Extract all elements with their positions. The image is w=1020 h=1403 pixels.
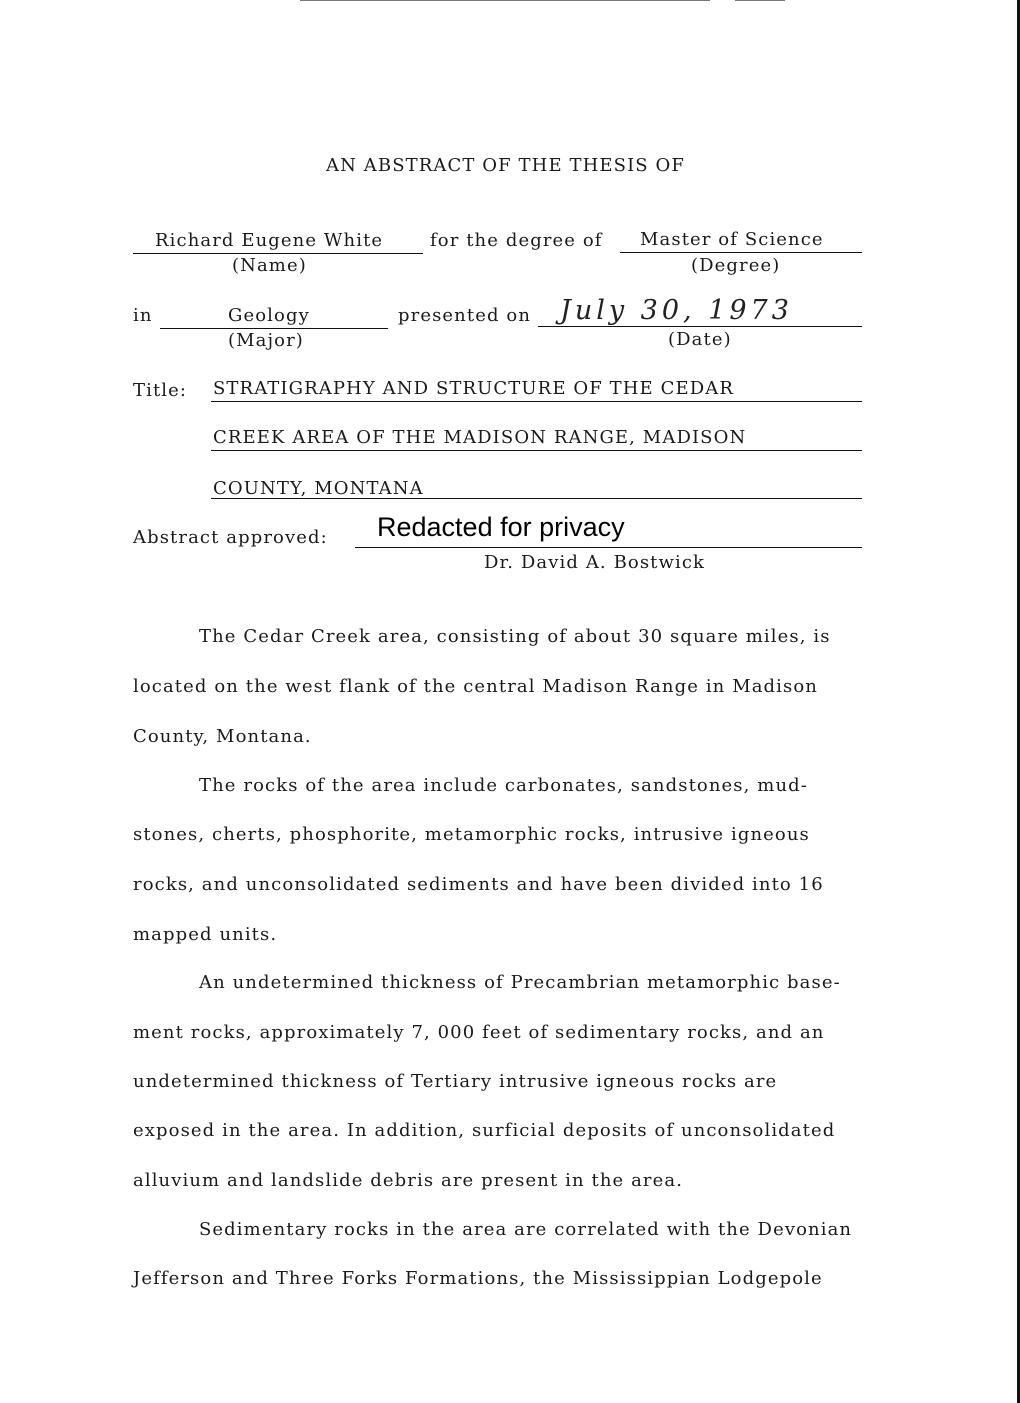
title-line-3: COUNTY, MONTANA — [213, 478, 424, 499]
presented-label: presented on — [398, 305, 532, 326]
major-line — [160, 328, 388, 329]
body-line: County, Montana. — [133, 726, 312, 747]
handwritten-date: July 30, 1973 — [560, 295, 793, 326]
signature-line — [355, 547, 862, 548]
body-line: Jefferson and Three Forks Formations, the Mississippian Lodgepole — [133, 1268, 823, 1289]
body-line: Sedimentary rocks in the area are correlated with the Devonian — [199, 1219, 853, 1240]
name-line — [133, 253, 423, 254]
body-line: alluvium and landslide debris are present in the area. — [133, 1170, 684, 1191]
body-line: An undetermined thickness of Precambrian metamorphic base- — [199, 972, 841, 993]
major-caption: (Major) — [228, 330, 304, 351]
redaction-notice: Redacted for privacy — [377, 512, 625, 542]
name-value: Richard Eugene White — [155, 230, 384, 251]
degree-value: Master of Science — [640, 229, 824, 250]
body-line: The Cedar Creek area, consisting of about 30 square miles, is — [199, 626, 831, 647]
title-line-1: STRATIGRAPHY AND STRUCTURE OF THE CEDAR — [213, 378, 735, 399]
approver-name: Dr. David A. Bostwick — [484, 552, 706, 573]
body-line: located on the west flank of the central Madison Range in Madison — [133, 676, 819, 697]
approved-label: Abstract approved: — [133, 527, 328, 548]
date-caption: (Date) — [668, 329, 732, 350]
body-line: ment rocks, approximately 7, 000 feet of sedimentary rocks, and an — [133, 1022, 825, 1043]
title-rule-1 — [211, 401, 862, 402]
name-caption: (Name) — [232, 255, 307, 276]
page-top-edge-fragment — [735, 0, 785, 1]
major-value: Geology — [228, 305, 310, 326]
degree-line — [620, 252, 862, 253]
body-line: stones, cherts, phosphorite, metamorphic rocks, intrusive igneous — [133, 824, 810, 845]
title-rule-3 — [211, 498, 862, 499]
date-line — [538, 326, 862, 327]
body-line: rocks, and unconsolidated sediments and have been divided into 16 — [133, 874, 824, 895]
degree-connector: for the degree of — [430, 230, 603, 251]
body-line: The rocks of the area include carbonates, sandstones, mud- — [199, 775, 808, 796]
title-label: Title: — [133, 380, 188, 401]
degree-caption: (Degree) — [691, 255, 781, 276]
body-line: undetermined thickness of Tertiary intrusive igneous rocks are — [133, 1071, 778, 1092]
body-line: exposed in the area. In addition, surficial deposits of unconsolidated — [133, 1120, 836, 1141]
title-rule-2 — [211, 450, 862, 451]
body-line: mapped units. — [133, 924, 278, 945]
title-line-2: CREEK AREA OF THE MADISON RANGE, MADISON — [213, 427, 747, 448]
page-top-edge — [300, 0, 710, 1]
abstract-heading: AN ABSTRACT OF THE THESIS OF — [326, 155, 686, 176]
in-label: in — [133, 305, 153, 326]
